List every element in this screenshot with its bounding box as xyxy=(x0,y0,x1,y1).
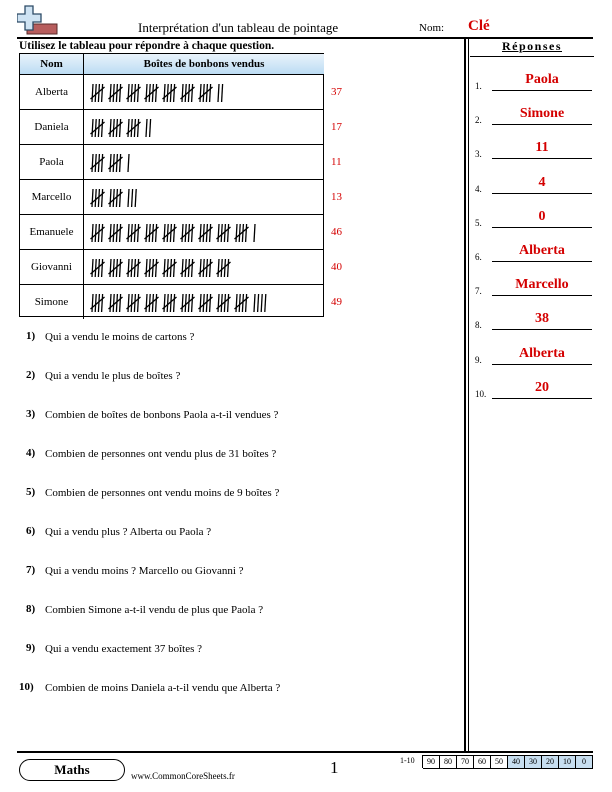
tally-stroke xyxy=(102,189,103,207)
tally-stroke xyxy=(170,224,171,242)
tally-stroke xyxy=(188,84,189,102)
tally-stroke xyxy=(228,224,229,242)
question-text: Qui a vendu moins ? Marcello ou Giovanni ? xyxy=(45,565,244,577)
question-text: Qui a vendu le moins de cartons ? xyxy=(45,331,195,343)
tally-stroke xyxy=(224,294,225,312)
tally-stroke xyxy=(95,119,96,137)
question-number: 6) xyxy=(26,525,36,537)
tally-stroke xyxy=(131,119,132,137)
tally-stroke xyxy=(218,224,219,242)
table-row xyxy=(20,284,323,319)
tally-stroke xyxy=(138,119,139,137)
tally-marks xyxy=(90,293,320,313)
tally-stroke xyxy=(120,119,121,137)
answer-value: 38 xyxy=(535,311,549,327)
row-name-cell: Simone xyxy=(20,285,84,319)
tally-stroke xyxy=(149,294,150,312)
tally-stroke xyxy=(134,259,135,277)
tally-stroke xyxy=(224,224,225,242)
tally-stroke xyxy=(102,84,103,102)
tally-marks xyxy=(90,188,320,208)
tally-stroke xyxy=(221,224,222,242)
tally-marks xyxy=(90,83,320,103)
row-count: 46 xyxy=(331,226,342,238)
tally-stroke xyxy=(113,294,114,312)
question-number: 2) xyxy=(26,369,36,381)
answer-number: 6. xyxy=(475,252,482,262)
tally-stroke xyxy=(120,84,121,102)
tally-stroke xyxy=(128,259,129,277)
tally-stroke xyxy=(146,259,147,277)
tally-stroke xyxy=(131,259,132,277)
row-name-cell: Emanuele xyxy=(20,215,84,249)
tally-stroke xyxy=(218,259,219,277)
score-table xyxy=(422,755,593,768)
tally-stroke xyxy=(102,259,103,277)
tally-stroke xyxy=(92,189,93,207)
instruction-text: Utilisez le tableau pour répondre à chaque question. xyxy=(19,40,275,52)
tally-stroke xyxy=(210,84,211,102)
tally-stroke xyxy=(242,294,243,312)
tally-stroke xyxy=(246,294,247,312)
tally-stroke xyxy=(134,84,135,102)
tally-stroke xyxy=(174,259,175,277)
tally-stroke xyxy=(102,119,103,137)
tally-stroke xyxy=(200,84,201,102)
tally-stroke xyxy=(236,294,237,312)
page-title: Interprétation d'un tableau de pointage xyxy=(138,20,339,35)
tally-stroke xyxy=(134,224,135,242)
tally-stroke xyxy=(221,259,222,277)
tally-stroke xyxy=(128,224,129,242)
tally-stroke xyxy=(113,189,114,207)
tally-stroke xyxy=(152,224,153,242)
tally-stroke xyxy=(174,224,175,242)
answer-number: 3. xyxy=(475,149,482,160)
tally-stroke xyxy=(192,84,193,102)
tally-stroke xyxy=(120,154,121,172)
tally-stroke xyxy=(110,189,111,207)
tally-stroke xyxy=(131,294,132,312)
row-count: 11 xyxy=(331,156,342,168)
tally-stroke xyxy=(128,154,129,172)
tally-stroke xyxy=(95,154,96,172)
tally-stroke xyxy=(92,259,93,277)
answer-value: 4 xyxy=(538,174,546,190)
tally-stroke xyxy=(188,259,189,277)
tally-stroke xyxy=(152,294,153,312)
tally-stroke xyxy=(146,84,147,102)
tally-marks xyxy=(90,258,320,278)
question-text: Combien de personnes ont vendu moins de 9 boîtes ? xyxy=(45,487,280,499)
row-count: 49 xyxy=(331,296,342,308)
tally-stroke xyxy=(120,294,121,312)
score-range-label: 1-10 xyxy=(400,756,415,765)
question-number: 4) xyxy=(26,447,36,459)
tally-stroke xyxy=(156,224,157,242)
tally-stroke xyxy=(210,294,211,312)
score-cell: 20 xyxy=(542,755,559,769)
answer-value: Alberta xyxy=(519,345,565,361)
answer-value: Paola xyxy=(525,72,559,87)
tally-stroke xyxy=(167,84,168,102)
score-cell: 80 xyxy=(440,755,457,769)
tally-stroke xyxy=(92,154,93,172)
tally-stroke xyxy=(149,224,150,242)
tally-stroke xyxy=(221,294,222,312)
tally-stroke xyxy=(206,259,207,277)
tally-stroke xyxy=(156,294,157,312)
footer-url: www.CommonCoreSheets.fr xyxy=(131,771,235,781)
tally-stroke xyxy=(146,224,147,242)
answer-value: 20 xyxy=(535,379,549,395)
answer-line xyxy=(492,261,592,262)
question-number: 7) xyxy=(26,564,36,576)
tally-stroke xyxy=(110,294,111,312)
answer-number: 2. xyxy=(475,115,482,126)
tally-marks xyxy=(90,118,320,138)
name-label: Nom: xyxy=(419,22,445,34)
tally-stroke xyxy=(92,224,93,242)
tally-stroke xyxy=(146,119,147,137)
tally-stroke xyxy=(150,119,151,137)
tally-stroke xyxy=(134,294,135,312)
score-cell: 30 xyxy=(525,755,542,769)
question-number: 10) xyxy=(19,681,34,693)
tally-stroke xyxy=(138,259,139,277)
tally-stroke xyxy=(254,224,255,242)
tally-stroke xyxy=(174,84,175,102)
question-number: 1) xyxy=(26,330,36,342)
tally-stroke xyxy=(210,224,211,242)
tally-stroke xyxy=(128,119,129,137)
tally-stroke xyxy=(239,294,240,312)
tally-stroke xyxy=(239,224,240,242)
tally-stroke xyxy=(236,224,237,242)
table-row xyxy=(20,109,323,144)
tally-stroke xyxy=(95,189,96,207)
answer-line xyxy=(492,193,592,194)
tally-stroke xyxy=(210,259,211,277)
score-cell: 60 xyxy=(474,755,491,769)
score-cell: 0 xyxy=(576,755,593,769)
tally-stroke xyxy=(113,224,114,242)
tally-stroke xyxy=(170,294,171,312)
tally-stroke xyxy=(128,294,129,312)
name-value: Clé xyxy=(468,18,490,34)
tally-stroke xyxy=(138,224,139,242)
answer-value: 11 xyxy=(535,140,549,156)
tally-stroke xyxy=(132,189,133,207)
tally-stroke xyxy=(146,294,147,312)
tally-stroke xyxy=(98,259,99,277)
score-cell: 40 xyxy=(508,755,525,769)
tally-stroke xyxy=(98,294,99,312)
tally-stroke xyxy=(110,224,111,242)
question-text: Combien de moins Daniela a-t-il vendu que Alberta ? xyxy=(45,682,281,694)
answer-number: 1. xyxy=(475,81,482,91)
tally-stroke xyxy=(113,119,114,137)
answer-number: 4. xyxy=(475,183,482,194)
page-number: 1 xyxy=(330,758,339,777)
tally-stroke xyxy=(185,294,186,312)
table-row xyxy=(20,179,323,214)
tally-marks xyxy=(90,223,320,243)
tally-stroke xyxy=(182,224,183,242)
row-count: 37 xyxy=(331,86,342,98)
question-text: Combien Simone a-t-il vendu de plus que Paola ? xyxy=(45,604,264,616)
tally-stroke xyxy=(131,84,132,102)
answer-value: Alberta xyxy=(519,243,565,258)
tally-stroke xyxy=(92,84,93,102)
tally-stroke xyxy=(110,119,111,137)
tally-stroke xyxy=(182,84,183,102)
tally-stroke xyxy=(116,294,117,312)
answer-number: 9. xyxy=(475,354,482,365)
tally-stroke xyxy=(98,154,99,172)
tally-stroke xyxy=(92,119,93,137)
answer-column-divider xyxy=(464,37,466,751)
tally-stroke xyxy=(138,294,139,312)
tally-stroke xyxy=(185,224,186,242)
plus-logo-icon xyxy=(17,4,59,38)
row-name-cell: Marcello xyxy=(20,180,84,214)
table-row xyxy=(20,144,323,179)
tally-stroke xyxy=(110,259,111,277)
tally-stroke xyxy=(116,119,117,137)
tally-stroke xyxy=(135,189,136,207)
tally-stroke xyxy=(116,259,117,277)
tally-stroke xyxy=(167,294,168,312)
answer-value: Simone xyxy=(519,106,565,122)
answer-line xyxy=(492,227,592,228)
answer-value: 0 xyxy=(538,208,546,224)
answer-line xyxy=(492,158,592,159)
tally-stroke xyxy=(131,224,132,242)
tally-stroke xyxy=(254,294,255,312)
answer-number: 8. xyxy=(475,320,482,331)
score-cell: 70 xyxy=(457,755,474,769)
tally-stroke xyxy=(164,224,165,242)
tally-stroke xyxy=(167,259,168,277)
tally-stroke xyxy=(98,189,99,207)
tally-stroke xyxy=(228,259,229,277)
tally-stroke xyxy=(222,84,223,102)
tally-stroke xyxy=(98,119,99,137)
footer-divider xyxy=(17,751,593,753)
row-name-cell: Giovanni xyxy=(20,250,84,284)
tally-stroke xyxy=(156,84,157,102)
question-text: Qui a vendu plus ? Alberta ou Paola ? xyxy=(45,526,212,538)
tally-stroke xyxy=(95,224,96,242)
tally-stroke xyxy=(174,294,175,312)
tally-stroke xyxy=(203,294,204,312)
tally-stroke xyxy=(98,84,99,102)
tally-stroke xyxy=(102,294,103,312)
tally-stroke xyxy=(164,259,165,277)
tally-stroke xyxy=(246,224,247,242)
score-cell: 50 xyxy=(491,755,508,769)
tally-stroke xyxy=(203,84,204,102)
tally-stroke xyxy=(170,259,171,277)
tally-stroke xyxy=(113,259,114,277)
tally-stroke xyxy=(242,224,243,242)
answer-column-divider-inner xyxy=(468,37,469,751)
tally-stroke xyxy=(120,189,121,207)
tally-stroke xyxy=(200,224,201,242)
row-count: 13 xyxy=(331,191,342,203)
tally-stroke xyxy=(116,84,117,102)
answer-number: 7. xyxy=(475,286,482,297)
answer-number: 10. xyxy=(475,388,487,399)
tally-stroke xyxy=(95,294,96,312)
question-number: 8) xyxy=(26,603,36,615)
column-header-tally: Boîtes de bonbons vendus xyxy=(84,54,324,74)
tally-stroke xyxy=(206,224,207,242)
table-row xyxy=(20,249,323,284)
question-number: 3) xyxy=(26,408,36,420)
score-cell: 10 xyxy=(559,755,576,769)
tally-stroke xyxy=(110,84,111,102)
column-header-name: Nom xyxy=(20,54,84,74)
tally-stroke xyxy=(206,294,207,312)
question-text: Combien de boîtes de bonbons Paola a-t-il vendues ? xyxy=(45,409,279,421)
tally-stroke xyxy=(164,294,165,312)
tally-stroke xyxy=(120,259,121,277)
table-row xyxy=(20,214,323,249)
tally-stroke xyxy=(95,259,96,277)
question-number: 9) xyxy=(26,642,36,654)
tally-stroke xyxy=(128,84,129,102)
answer-value: Marcello xyxy=(515,277,569,293)
tally-stroke xyxy=(102,154,103,172)
answer-line xyxy=(492,295,592,296)
tally-stroke xyxy=(167,224,168,242)
tally-stroke xyxy=(261,294,262,312)
answer-line xyxy=(492,124,592,125)
tally-stroke xyxy=(185,84,186,102)
tally-stroke xyxy=(224,259,225,277)
question-text: Qui a vendu le plus de boîtes ? xyxy=(45,370,181,382)
tally-marks xyxy=(90,153,320,173)
table-row xyxy=(20,74,323,109)
tally-stroke xyxy=(218,294,219,312)
tally-stroke xyxy=(113,154,114,172)
tally-stroke xyxy=(228,294,229,312)
tally-stroke xyxy=(113,84,114,102)
tally-stroke xyxy=(192,259,193,277)
tally-stroke xyxy=(116,189,117,207)
tally-stroke xyxy=(206,84,207,102)
answer-line xyxy=(492,398,592,399)
tally-stroke xyxy=(95,84,96,102)
tally-stroke xyxy=(120,224,121,242)
tally-stroke xyxy=(110,154,111,172)
tally-stroke xyxy=(188,224,189,242)
answers-title: Réponses xyxy=(501,39,562,53)
tally-stroke xyxy=(258,294,259,312)
answers-title-divider xyxy=(470,56,594,57)
tally-stroke xyxy=(203,224,204,242)
tally-stroke xyxy=(116,224,117,242)
answer-line xyxy=(492,364,592,365)
subject-badge: Maths xyxy=(19,759,125,781)
tally-stroke xyxy=(182,259,183,277)
tally-stroke xyxy=(200,259,201,277)
question-text: Qui a vendu exactement 37 boîtes ? xyxy=(45,643,203,655)
answer-number: 5. xyxy=(475,217,482,228)
tally-stroke xyxy=(116,154,117,172)
answer-line xyxy=(492,90,592,91)
tally-stroke xyxy=(149,259,150,277)
answer-line xyxy=(492,329,592,330)
tally-stroke xyxy=(149,84,150,102)
tally-stroke xyxy=(265,294,266,312)
tally-stroke xyxy=(185,259,186,277)
tally-stroke xyxy=(200,294,201,312)
tally-stroke xyxy=(128,189,129,207)
tally-table xyxy=(19,53,324,317)
row-name-cell: Alberta xyxy=(20,75,84,109)
tally-stroke xyxy=(170,84,171,102)
tally-stroke xyxy=(152,84,153,102)
tally-stroke xyxy=(134,119,135,137)
tally-stroke xyxy=(192,294,193,312)
tally-stroke xyxy=(188,294,189,312)
tally-stroke xyxy=(192,224,193,242)
question-text: Combien de personnes ont vendu plus de 31 boîtes ? xyxy=(45,448,277,460)
row-name-cell: Paola xyxy=(20,145,84,179)
score-cell: 90 xyxy=(423,755,440,769)
tally-stroke xyxy=(152,259,153,277)
tally-stroke xyxy=(218,84,219,102)
tally-stroke xyxy=(156,259,157,277)
tally-stroke xyxy=(138,84,139,102)
question-number: 5) xyxy=(26,486,36,498)
tally-stroke xyxy=(203,259,204,277)
tally-stroke xyxy=(164,84,165,102)
tally-stroke xyxy=(92,294,93,312)
tally-stroke xyxy=(98,224,99,242)
tally-stroke xyxy=(102,224,103,242)
tally-stroke xyxy=(182,294,183,312)
row-count: 40 xyxy=(331,261,342,273)
row-count: 17 xyxy=(331,121,342,133)
row-name-cell: Daniela xyxy=(20,110,84,144)
